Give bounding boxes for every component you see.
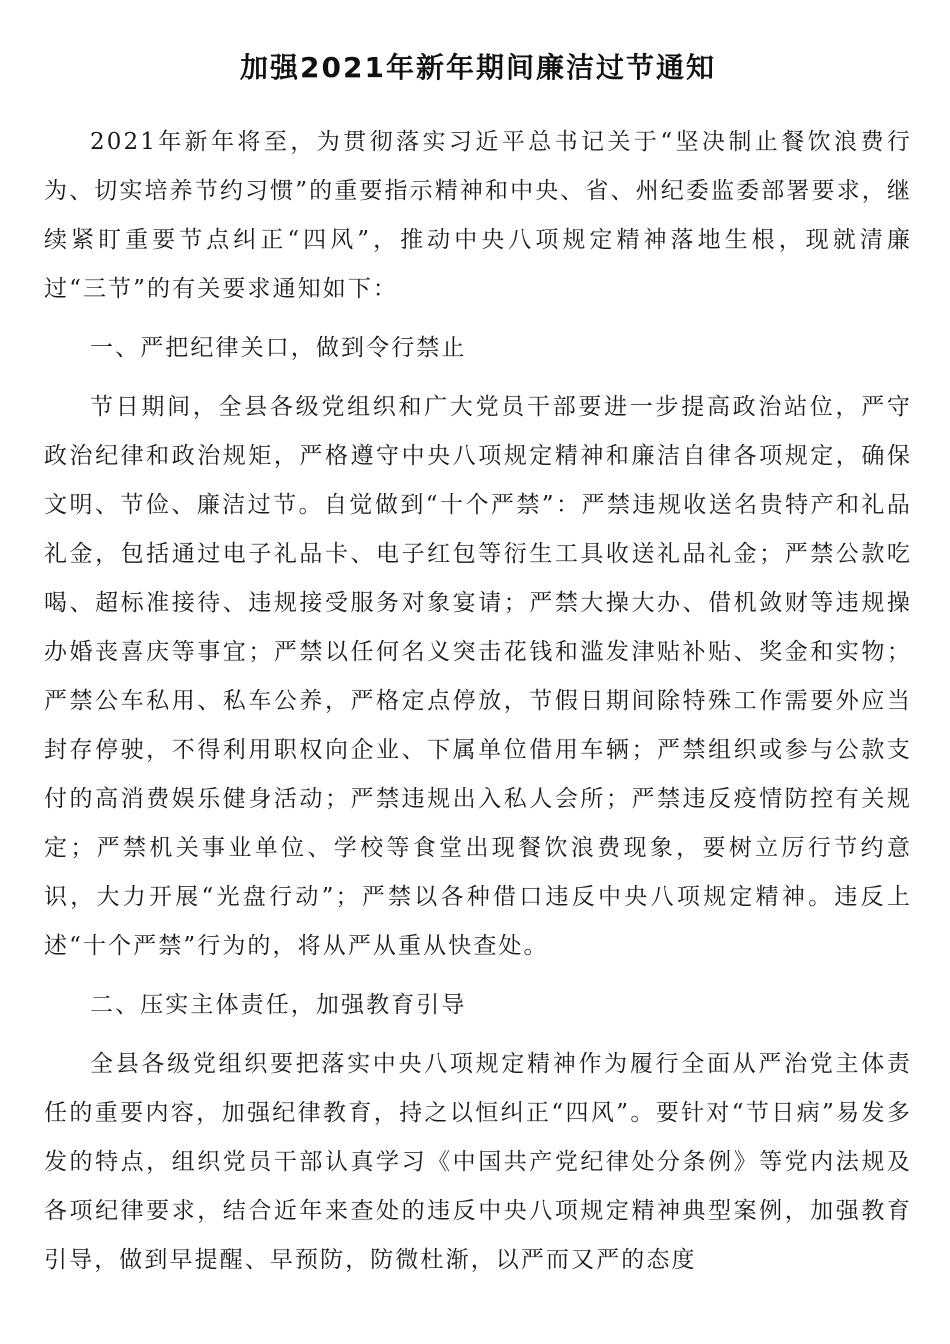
section-1-body: 节日期间，全县各级党组织和广大党员干部要进一步提高政治站位，严守政治纪律和政治规矩，严格遵守中央八项规定精神和廉洁自律各项规定，确保文明、节俭、廉洁过节。自觉做到“十个严禁”：严禁违规收送名贵特产和礼品礼金，包括通过电子礼品卡、电子红包等衍生工具收送礼品礼金；严禁公款吃喝、超标准接待、违规接受服务对象宴请；严禁大操大办、借机敛财等违规操办婚丧喜庆等事宜；严禁以任何名义突击花钱和滥发津贴补贴、奖金和实物；严禁公车私用、私车公养，严格定点停放，节假日期间除特殊工作需要外应当封存停驶，不得利用职权向企业、下属单位借用车辆；严禁组织或参与公款支付的高消费娱乐健身活动；严禁违规出入私人会所；严禁违反疫情防控有关规定；严禁机关事业单位、学校等食堂出现餐饮浪费现象，要树立厉行节约意识，大力开展“光盘行动”；严禁以各种借口违反中央八项规定精神。违反上述“十个严禁”行为的，将从严从重从快查处。	[44, 394, 912, 959]
document-title: 加强2021年新年期间廉洁过节通知	[240, 51, 716, 84]
section-2-body: 全县各级党组织要把落实中央八项规定精神作为履行全面从严治党主体责任的重要内容，加强纪律教育，持之以恒纠正“四风”。要针对“节日病”易发多发的特点，组织党员干部认真学习《中国共产党纪律处分条例》等党内法规及各项纪律要求，结合近年来查处的违反中央八项规定精神典型案例，加强教育引导，做到早提醒、早预防，防微杜渐，以严而又严的态度	[44, 1051, 912, 1273]
section-2-heading: 二、压实主体责任，加强教育引导	[90, 992, 467, 1018]
intro-paragraph: 2021年新年将至，为贯彻落实习近平总书记关于“坚决制止餐饮浪费行为、切实培养节约习惯”的重要指示精神和中央、省、州纪委监委部署要求，继续紧盯重要节点纠正“四风”，推动中央八项规定精神落地生根，现就清廉过“三节”的有关要求通知如下：	[44, 129, 912, 302]
section-1-heading: 一、严把纪律关口，做到令行禁止	[90, 335, 467, 361]
